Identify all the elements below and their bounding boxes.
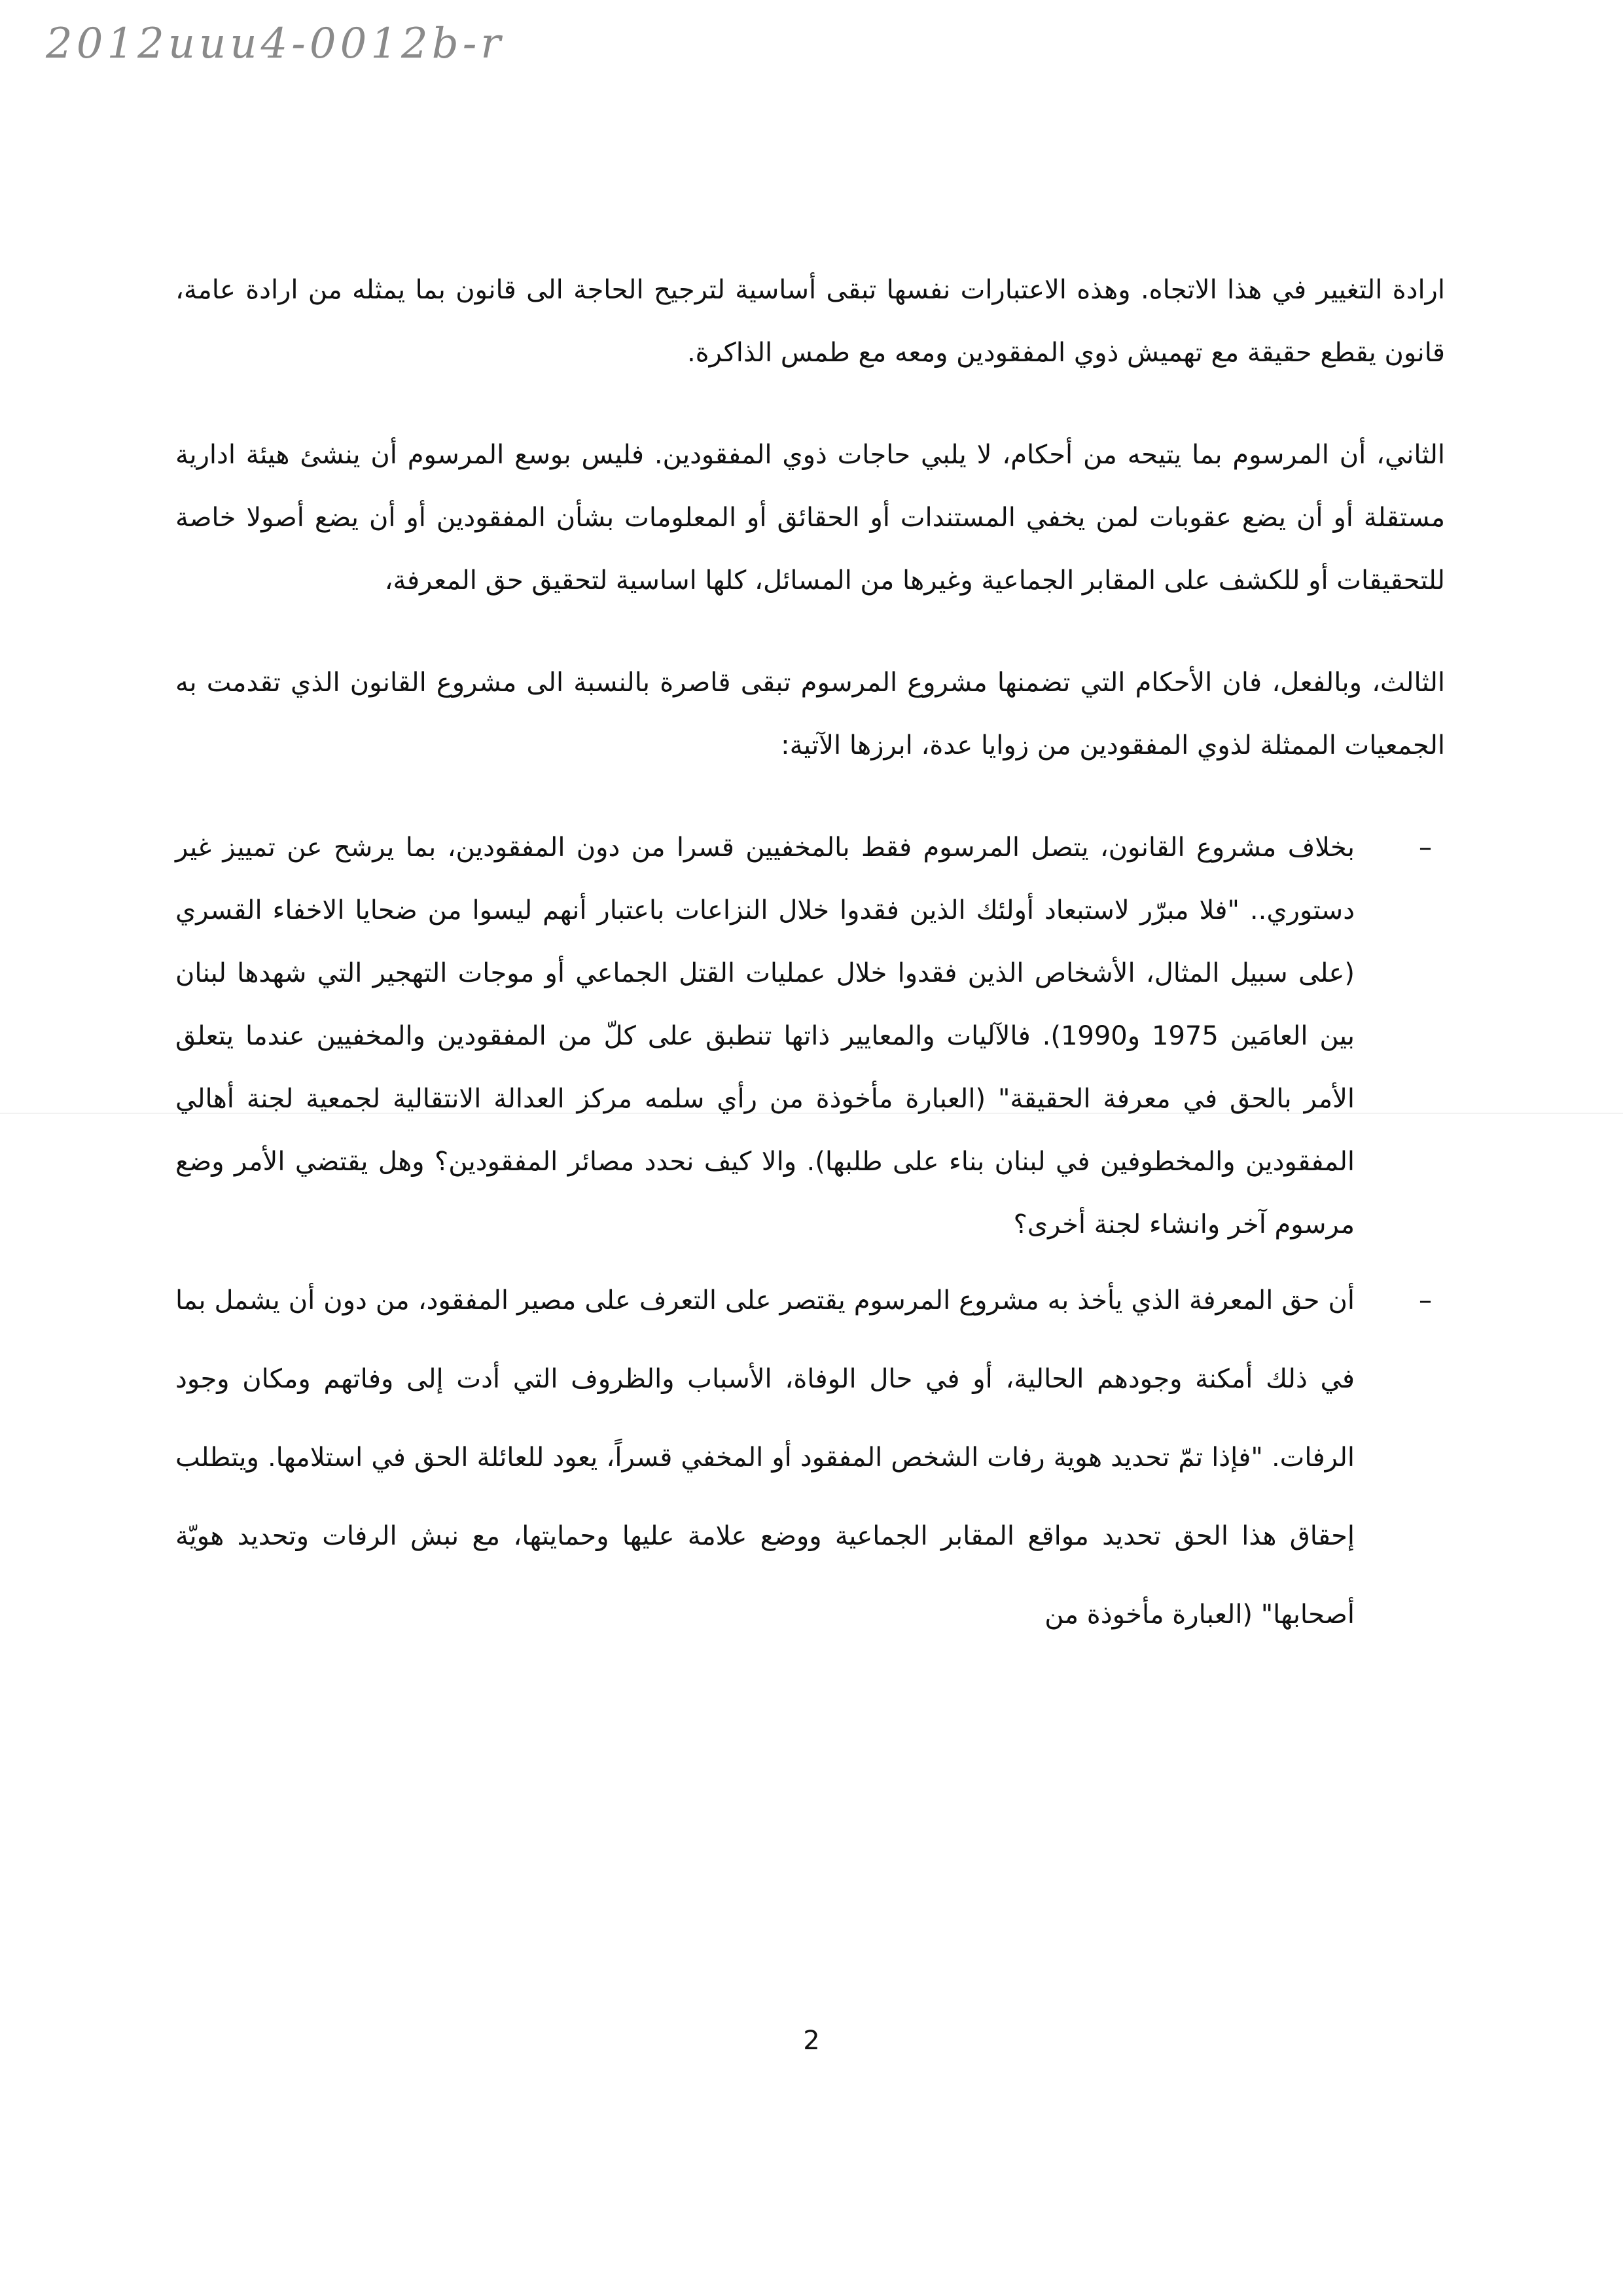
list-item: [175, 1261, 1445, 1654]
bullet-dash: –: [1419, 833, 1432, 863]
bullet-list: [175, 816, 1445, 1654]
paragraph-intro: ارادة التغيير في هذا الاتجاه. وهذه الاعتبارات نفسها تبقى أساسية لترجيح الحاجة الى قانون بما يمثله من ارادة عامة، قانون يقطع حقيقة مع تهميش ذوي المفقودين ومعه مع طمس الذاكرة.: [175, 275, 1445, 368]
paragraph-second: الثاني، أن المرسوم بما يتيحه من أحكام، لا يلبي حاجات ذوي المفقودين. فليس بوسع المرسوم أن ينشئ هيئة ادارية مستقلة أو أن يضع عقوبات لمن يخفي المستندات أو الحقائق أو المعلومات بشأن المفقودين أو أن يضع أصولا خاصة للتحقيقات أو للكشف على المقابر الجماعية وغيرها من المسائل، كلها اساسية لتحقيق حق المعرفة،: [175, 440, 1445, 596]
paragraph-third: الثالث، وبالفعل، فان الأحكام التي تضمنها مشروع المرسوم تبقى قاصرة بالنسبة الى مشروع القانون الذي تقدمت به الجمعيات الممثلة لذوي المفقودين من زوايا عدة، ابرزها الآتية:: [175, 668, 1445, 761]
document-body: [175, 259, 1445, 1659]
document-stamp-id: 2012uuu4-0012b-r: [46, 20, 505, 68]
bullet-text: أن حق المعرفة الذي يأخذ به مشروع المرسوم يقتصر على التعرف على مصير المفقود، من دون أن يشمل بما في ذلك أمكنة وجودهم الحالية، أو في حال الوفاة، الأسباب والظروف التي أدت إلى وفاتهم ومكان وجود الرفات. "فإذا تمّ تحديد هوية رفات الشخص المفقود أو المخفي قسراً، يعود للعائلة الحق في استلامها. ويتطلب إحقاق هذا الحق تحديد مواقع المقابر الجماعية ووضع علامة عليها وحمايتها، مع نبش الرفات وتحديد هويّة أصحابها" (العبارة مأخوذة من: [175, 1285, 1355, 1630]
page-number: 2: [803, 2026, 820, 2056]
list-item: [175, 816, 1445, 1256]
bullet-dash: –: [1419, 1285, 1432, 1316]
bullet-text: بخلاف مشروع القانون، يتصل المرسوم فقط بالمخفيين قسرا من دون المفقودين، بما يرشح عن تمييز غير دستوري.. "فلا مبرّر لاستبعاد أولئك الذين فقدوا خلال النزاعات باعتبار أنهم ليسوا من ضحايا الاخفاء القسري (على سبيل المثال، الأشخاص الذين فقدوا خلال عمليات القتل الجماعي أو موجات التهجير التي شهدها لبنان بين العامَين 1975 و1990). فالآليات والمعايير ذاتها تنطبق على كلّ من المفقودين والمخفيين عندما يتعلق الأمر بالحق في معرفة الحقيقة" (العبارة مأخوذة من رأي سلمه مركز العدالة الانتقالية لجمعية لجنة أهالي المفقودين والمخطوفين في لبنان بناء على طلبها). والا كيف نحدد مصائر المفقودين؟ وهل يقتضي الأمر وضع مرسوم آخر وانشاء لجنة أخرى؟: [175, 833, 1355, 1240]
